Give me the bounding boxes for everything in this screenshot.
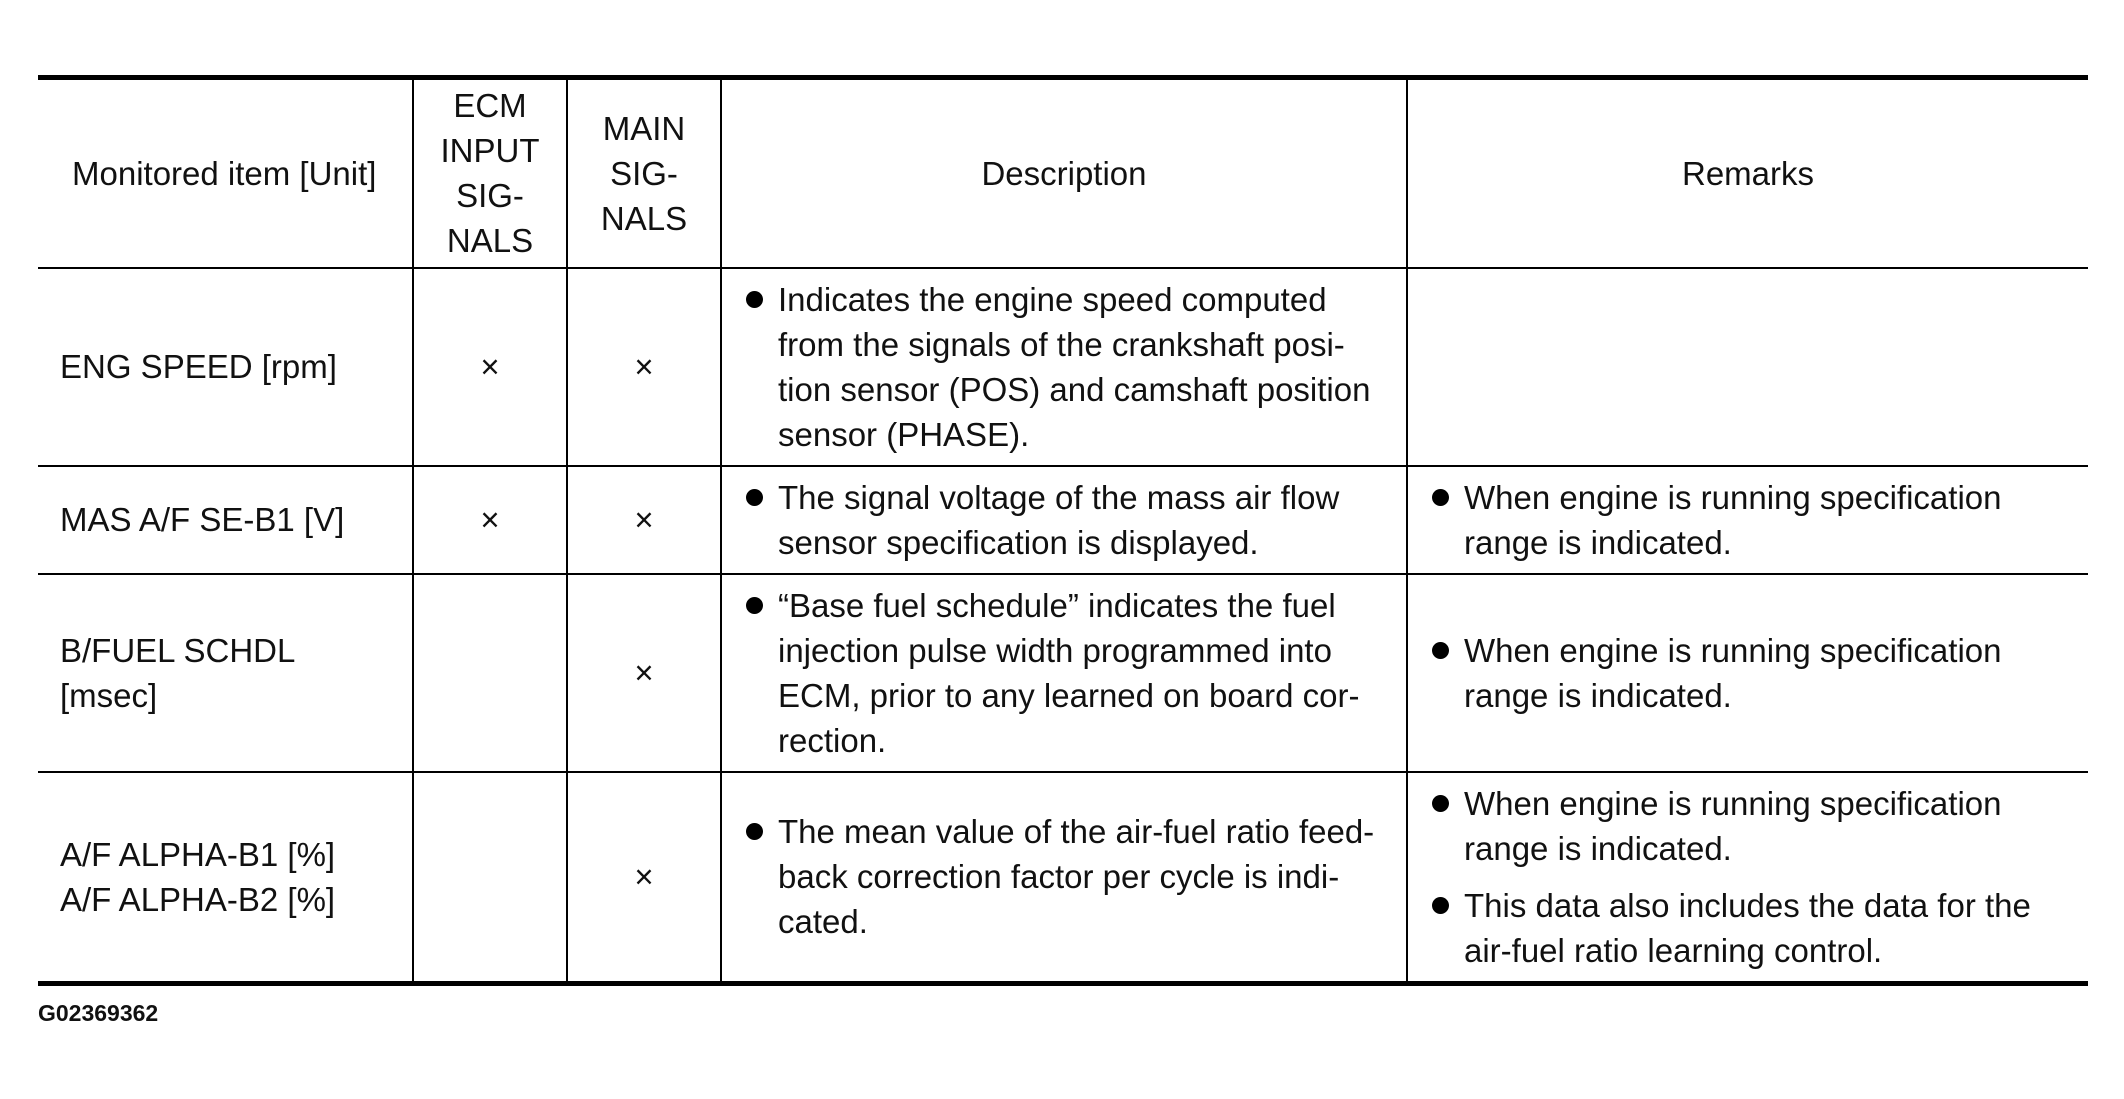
main-signal-mark: × xyxy=(567,268,721,466)
description-text: “Base fuel schedule” indicates the fuel injection pulse width programmed into ECM, prior to any learned on board cor-rection. xyxy=(778,586,1360,759)
description-cell xyxy=(721,268,1407,466)
ecm-input-mark: × xyxy=(413,268,567,466)
description-bullet xyxy=(744,277,1392,457)
bullet-icon xyxy=(1430,628,1464,673)
main-signal-mark: × xyxy=(567,466,721,574)
description-cell xyxy=(721,772,1407,984)
table-row xyxy=(38,772,2088,984)
remark-bullet xyxy=(1430,628,2074,718)
figure-id: G02369362 xyxy=(38,1000,159,1026)
bullet-icon xyxy=(1430,475,1464,520)
description-cell xyxy=(721,574,1407,772)
description-cell xyxy=(721,466,1407,574)
header-main-signals xyxy=(567,78,721,268)
table-row xyxy=(38,268,2088,466)
remark-text: When engine is running specification range is indicated. xyxy=(1464,631,2002,714)
description-text: Indicates the engine speed computed from the signals of the crankshaft posi-tion sensor (POS) and camshaft position sensor (PHASE). xyxy=(778,280,1371,453)
remarks-cell xyxy=(1407,772,2088,984)
ecm-input-mark xyxy=(413,772,567,984)
bullet-icon xyxy=(744,277,778,322)
main-signal-mark: × xyxy=(567,574,721,772)
description-text: The mean value of the air-fuel ratio feed-back correction factor per cycle is indi-cated. xyxy=(778,813,1375,940)
bullet-icon xyxy=(744,809,778,854)
header-description: Description xyxy=(721,78,1407,268)
monitored-item-name: A/F ALPHA-B2 [%] xyxy=(60,880,336,918)
monitored-item-unit: [msec] xyxy=(60,676,158,714)
remark-bullet xyxy=(1430,781,2074,871)
ecm-input-mark xyxy=(413,574,567,772)
monitored-item-name: B/FUEL SCHDL xyxy=(60,631,296,669)
remark-text: When engine is running specification range is indicated. xyxy=(1464,478,2002,561)
description-bullet xyxy=(744,583,1392,763)
bullet-icon xyxy=(1430,781,1464,826)
ecm-input-mark: × xyxy=(413,466,567,574)
header-ecm-line: SIG- xyxy=(456,177,524,215)
header-remarks: Remarks xyxy=(1407,78,2088,268)
table-header-row xyxy=(38,78,2088,268)
header-ecm-line: INPUT xyxy=(440,132,540,170)
description-bullet xyxy=(744,475,1392,565)
monitored-item-cell xyxy=(38,466,413,574)
header-ecm-input-signals xyxy=(413,78,567,268)
main-signal-mark: × xyxy=(567,772,721,984)
remark-text: When engine is running specification range is indicated. xyxy=(1464,784,2002,867)
description-text: The signal voltage of the mass air flow sensor specification is displayed. xyxy=(778,478,1340,561)
header-main-line: MAIN xyxy=(602,109,686,147)
bullet-icon xyxy=(744,583,778,628)
remarks-cell xyxy=(1407,268,2088,466)
bullet-icon xyxy=(744,475,778,520)
remarks-cell xyxy=(1407,574,2088,772)
header-main-line: SIG- xyxy=(610,154,678,192)
monitored-item-name: MAS A/F SE-B1 [V] xyxy=(60,501,345,538)
remark-text: This data also includes the data for the air-fuel ratio learning control. xyxy=(1464,886,2031,969)
monitored-item-cell xyxy=(38,574,413,772)
table-row xyxy=(38,466,2088,574)
header-ecm-line: ECM xyxy=(453,87,527,125)
monitored-items-table xyxy=(38,75,2088,986)
monitored-item-name: A/F ALPHA-B1 [%] xyxy=(60,835,336,873)
remarks-cell xyxy=(1407,466,2088,574)
description-bullet xyxy=(744,809,1392,944)
table-row xyxy=(38,574,2088,772)
remark-bullet xyxy=(1430,883,2074,973)
monitored-item-name: ENG SPEED [rpm] xyxy=(60,348,337,385)
remark-bullet xyxy=(1430,475,2074,565)
header-monitored-item: Monitored item [Unit] xyxy=(38,78,413,268)
bullet-icon xyxy=(1430,883,1464,928)
header-ecm-line: NALS xyxy=(446,222,534,260)
monitored-item-cell xyxy=(38,268,413,466)
monitor-table-container xyxy=(38,75,2088,986)
header-main-line: NALS xyxy=(600,199,688,237)
monitored-item-cell xyxy=(38,772,413,984)
